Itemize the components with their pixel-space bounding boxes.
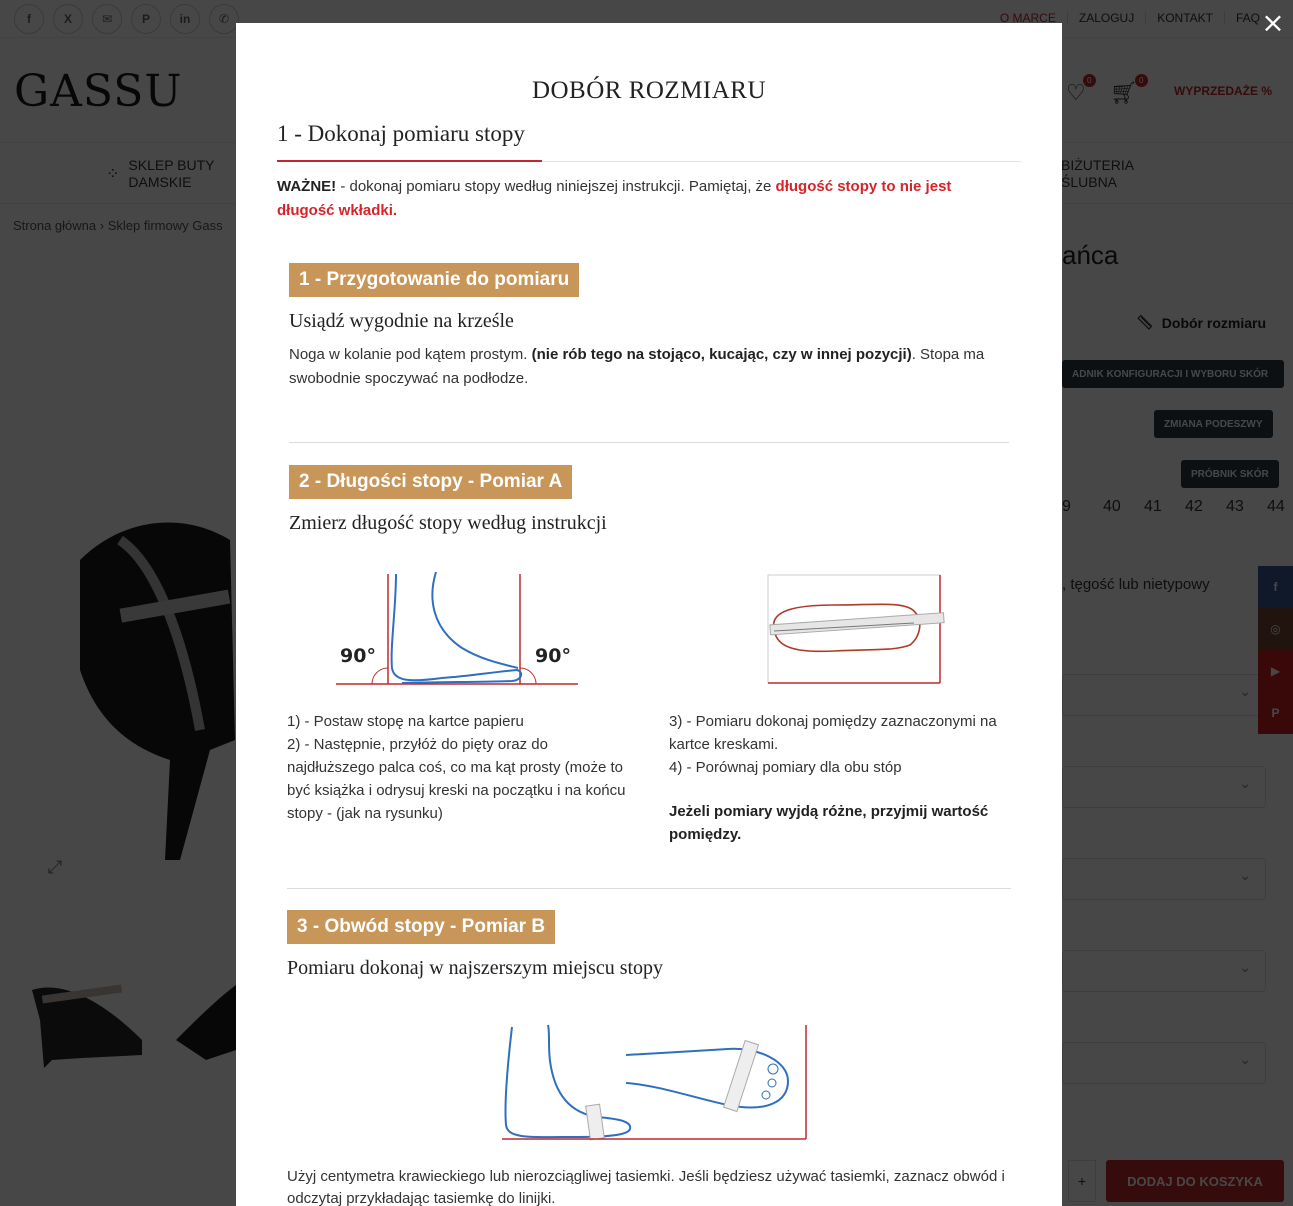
section-1-lead: Usiądź wygodnie na krześle — [289, 310, 514, 332]
close-icon[interactable]: × — [1261, 6, 1285, 39]
section-2-lead: Zmierz długość stopy według instrukcji — [289, 512, 607, 534]
step-2: 2) - Następnie, przyłóż do pięty oraz do najdłuższego palca coś, co ma kąt prosty (może to być książka i odrysuj kreski na początku i na końcu stopy - (jak na rysunku) — [287, 736, 626, 822]
section-1-text-b: . Stopa ma swobodnie spoczywać na podłodze. — [289, 346, 985, 387]
section-divider — [289, 442, 1009, 443]
important-label: WAŻNE! — [277, 178, 337, 195]
steps-right — [669, 710, 1014, 779]
angle-right-label: 90° — [535, 645, 571, 667]
modal-title: DOBÓR ROZMIARU — [531, 77, 767, 104]
section-3-heading: 3 - Obwód stopy - Pomiar B — [287, 910, 555, 944]
modal-subtitle: 1 - Dokonaj pomiaru stopy — [277, 121, 525, 146]
section-3-text: Użyj centymetra krawieckiego lub nierozciągliwej tasiemki. Jeśli będziesz używać tasiemki, zaznacz obwód i odczytaj przykładając tasiemkę do linijki. — [287, 1168, 1005, 1206]
step-3: 3) - Pomiaru dokonaj pomiędzy zaznaczonymi na kartce kreskami. — [669, 713, 997, 753]
subtitle-rule-accent — [277, 160, 542, 162]
section-1-text-a: Noga w kolanie pod kątem prostym. — [289, 346, 532, 363]
measurement-note: Jeżeli pomiary wyjdą różne, przyjmij wartość pomiędzy. — [669, 803, 989, 843]
section-2-heading: 2 - Długości stopy - Pomiar A — [289, 465, 572, 499]
section-1-text — [289, 343, 1009, 391]
foot-circumference-diagram — [498, 1021, 810, 1145]
important-text: - dokonaj pomiaru stopy według niniejszej instrukcji. Pamiętaj, że — [336, 178, 776, 195]
important-red-text: długość stopy to nie jest długość wkładki. — [277, 178, 952, 219]
angle-left-label: 90° — [340, 645, 376, 667]
section-1-heading: 1 - Przygotowanie do pomiaru — [289, 263, 579, 297]
important-note — [277, 175, 1007, 223]
section-3-lead: Pomiaru dokonaj w najszerszym miejscu stopy — [287, 957, 664, 979]
size-guide-modal — [236, 23, 1062, 1206]
section-divider — [287, 888, 1011, 889]
section-1-text-bold: (nie rób tego na stojąco, kucając, czy w innej pozycji) — [531, 346, 912, 363]
step-4: 4) - Porównaj pomiary dla obu stóp — [669, 759, 902, 776]
foot-length-side-diagram — [332, 568, 582, 688]
steps-left — [287, 710, 627, 825]
foot-length-top-diagram — [764, 571, 950, 687]
step-1: 1) - Postaw stopę na kartce papieru — [287, 713, 524, 730]
